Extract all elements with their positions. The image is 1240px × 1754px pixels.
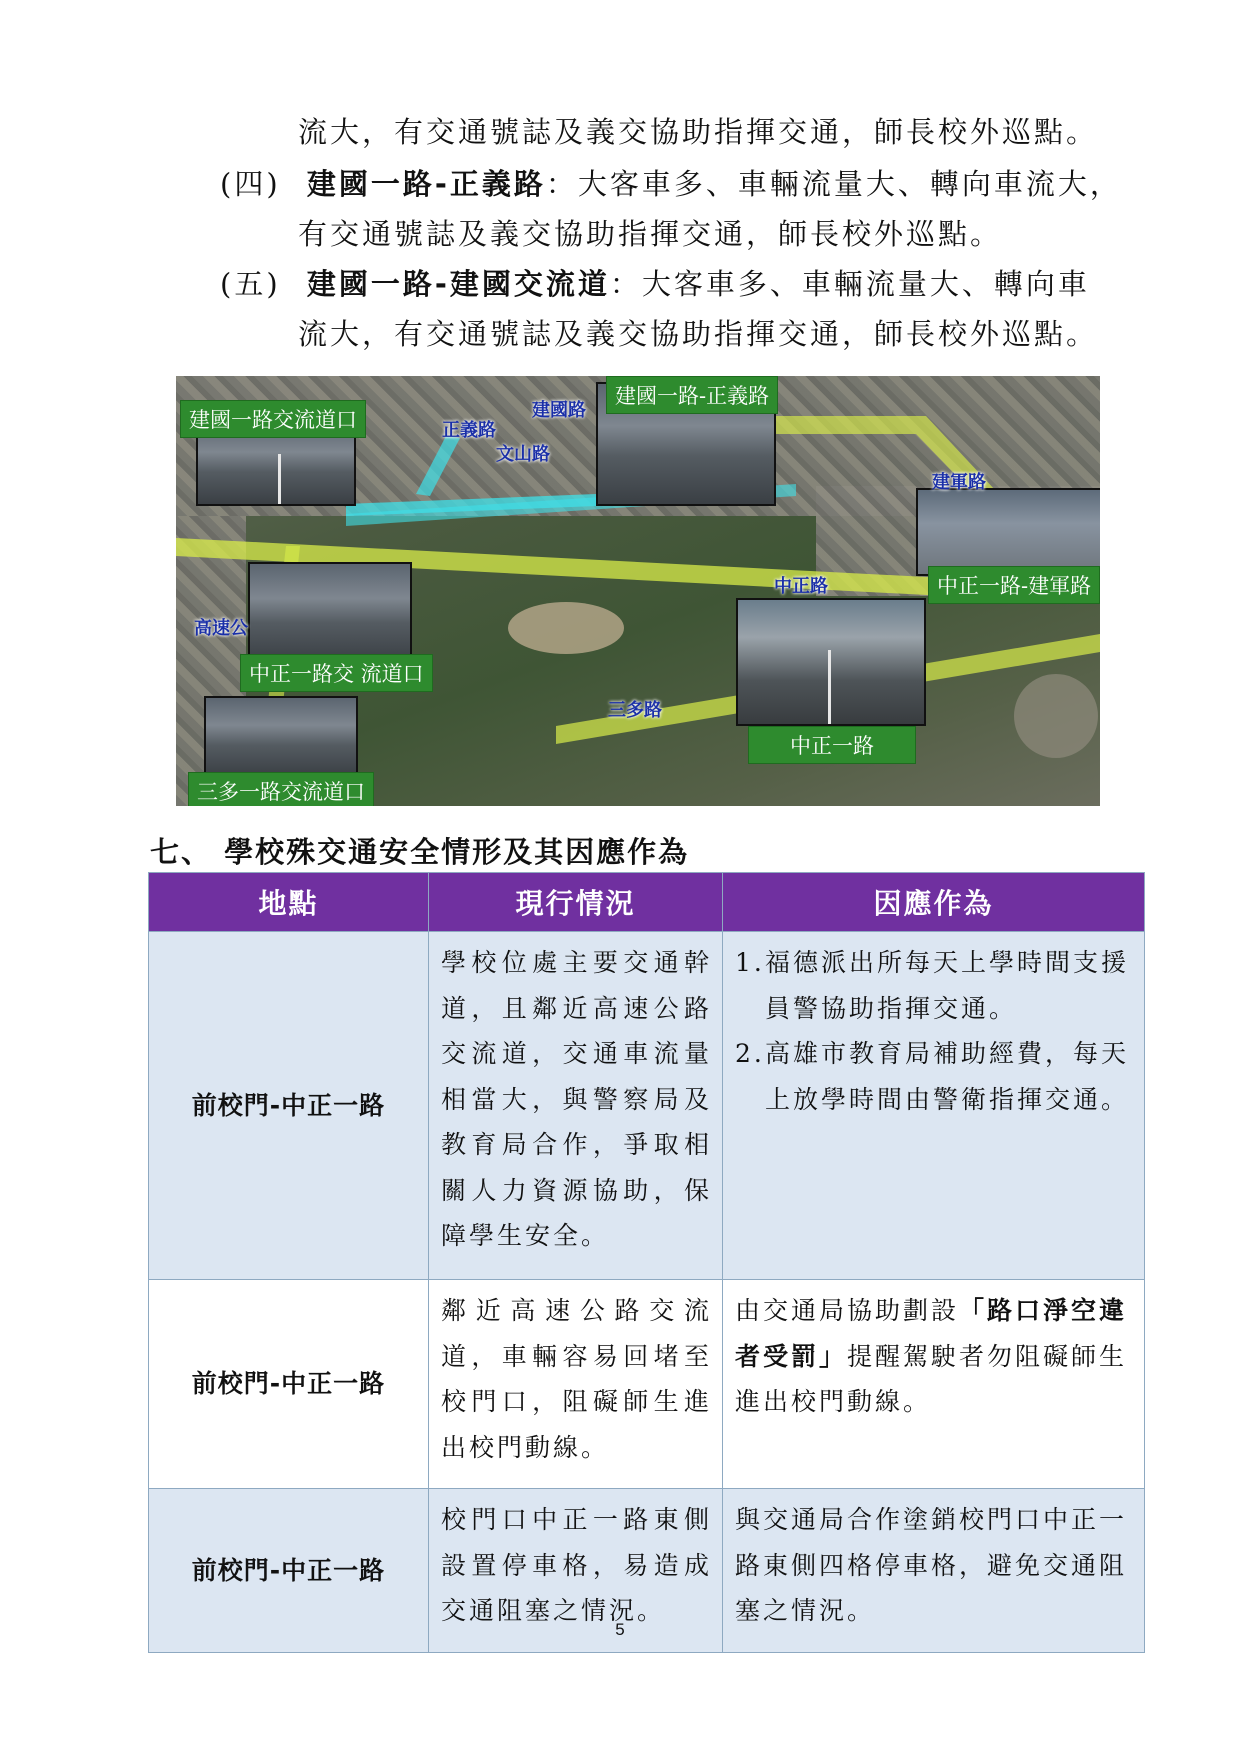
current-situation-cell: 學校位處主要交通幹道，且鄰近高速公路交流道，交通車流量相當大，與警察局及教育局合作，爭取相關人力資源協助，保障學生安全。	[429, 932, 723, 1280]
item-4-text-1: ：大客車多、車輛流量大、轉向車流大，	[545, 167, 1122, 201]
response-cell	[723, 932, 1145, 1280]
road-label-wenshan: 文山路	[496, 444, 550, 465]
inset-photo-sanduo-ramp	[204, 696, 358, 778]
response-item-number: 1.	[735, 948, 765, 977]
item-5-marker: (五)	[220, 267, 281, 301]
header-current-situation: 現行情況	[429, 873, 723, 932]
response-item	[735, 940, 1134, 1031]
inset-photo-zhongzheng-road	[736, 598, 926, 726]
page-number: 5	[615, 1620, 625, 1639]
location-cell: 前校門-中正一路	[149, 1489, 429, 1653]
item-5-line-2: 流大，有交通號誌及義交協助指揮交通，師長校外巡點。	[298, 317, 1099, 351]
header-location: 地點	[149, 873, 429, 932]
road-label-zhengyi: 正義路	[442, 420, 496, 441]
road-label-jianguo: 建國路	[532, 400, 586, 421]
roundabout	[1014, 674, 1098, 758]
map-label-zhongzheng-road: 中正一路	[748, 726, 916, 764]
item-4-marker: (四)	[220, 167, 281, 201]
map-label-zhongzheng-ramp: 中正一路交 流道口	[240, 654, 433, 692]
current-situation-cell: 校門口中正一路東側設置停車格，易造成交通阻塞之情況。	[429, 1489, 723, 1653]
item-5-line-1	[220, 264, 1090, 304]
table-header-row	[149, 873, 1145, 932]
map-label-jianguo-ramp: 建國一路交流道口	[180, 400, 366, 438]
road-cyan-branch	[416, 436, 460, 496]
response-cell: 與交通局合作塗銷校門口中正一路東側四格停車格，避免交通阻塞之情況。	[723, 1489, 1145, 1653]
map-label-jianguo-zhengyi: 建國一路-正義路	[606, 376, 778, 414]
inset-photo-zhongzheng-jianjun	[916, 488, 1100, 576]
location-cell: 前校門-中正一路	[149, 932, 429, 1280]
aerial-traffic-map	[176, 376, 1100, 806]
item-5-text-1: ：大客車多、車輛流量大、轉向車	[609, 267, 1090, 301]
table-row	[149, 932, 1145, 1280]
response-item-text: 福德派出所每天上學時間支援員警協助指揮交通。	[765, 948, 1130, 1023]
response-cell	[723, 1280, 1145, 1489]
map-label-sanduo-ramp: 三多一路交流道口	[188, 772, 374, 806]
table-row	[149, 1280, 1145, 1489]
item-4-line-1	[220, 164, 1122, 204]
item-5-title: 建國一路-建國交流道	[306, 267, 610, 301]
location-cell: 前校門-中正一路	[149, 1280, 429, 1489]
header-response: 因應作為	[723, 873, 1145, 932]
response-item-number: 2.	[735, 1039, 765, 1068]
park-plaza	[508, 602, 624, 654]
intro-line-1: 流大，有交通號誌及義交協助指揮交通，師長校外巡點。	[298, 115, 1099, 149]
response-text-post: 提醒駕駛者勿阻礙師生進出校門動線。	[735, 1341, 1128, 1416]
current-situation-cell: 鄰近高速公路交流道，車輛容易回堵至校門口，阻礙師生進出校門動線。	[429, 1280, 723, 1489]
response-text-pre: 由交通局協助劃設	[735, 1296, 960, 1325]
road-label-highway: 高速公	[194, 618, 248, 639]
item-4-title: 建國一路-正義路	[306, 167, 546, 201]
traffic-measures-table	[148, 872, 1145, 1653]
response-text-bold: 「路口淨空違者受罰」	[735, 1296, 1128, 1371]
road-label-jianjun: 建軍路	[932, 472, 986, 493]
response-item	[735, 1031, 1134, 1122]
inset-photo-zhongzheng-ramp	[248, 562, 412, 664]
response-item-text: 高雄市教育局補助經費，每天上放學時間由警衛指揮交通。	[765, 1039, 1130, 1114]
section-heading: 七、 學校殊交通安全情形及其因應作為	[150, 835, 690, 869]
road-label-sanduo: 三多路	[608, 700, 662, 721]
map-label-zhongzheng-jianjun: 中正一路-建軍路	[928, 566, 1100, 604]
item-4-line-2: 有交通號誌及義交協助指揮交通，師長校外巡點。	[298, 217, 1003, 251]
road-label-zhongzheng: 中正路	[774, 576, 828, 597]
